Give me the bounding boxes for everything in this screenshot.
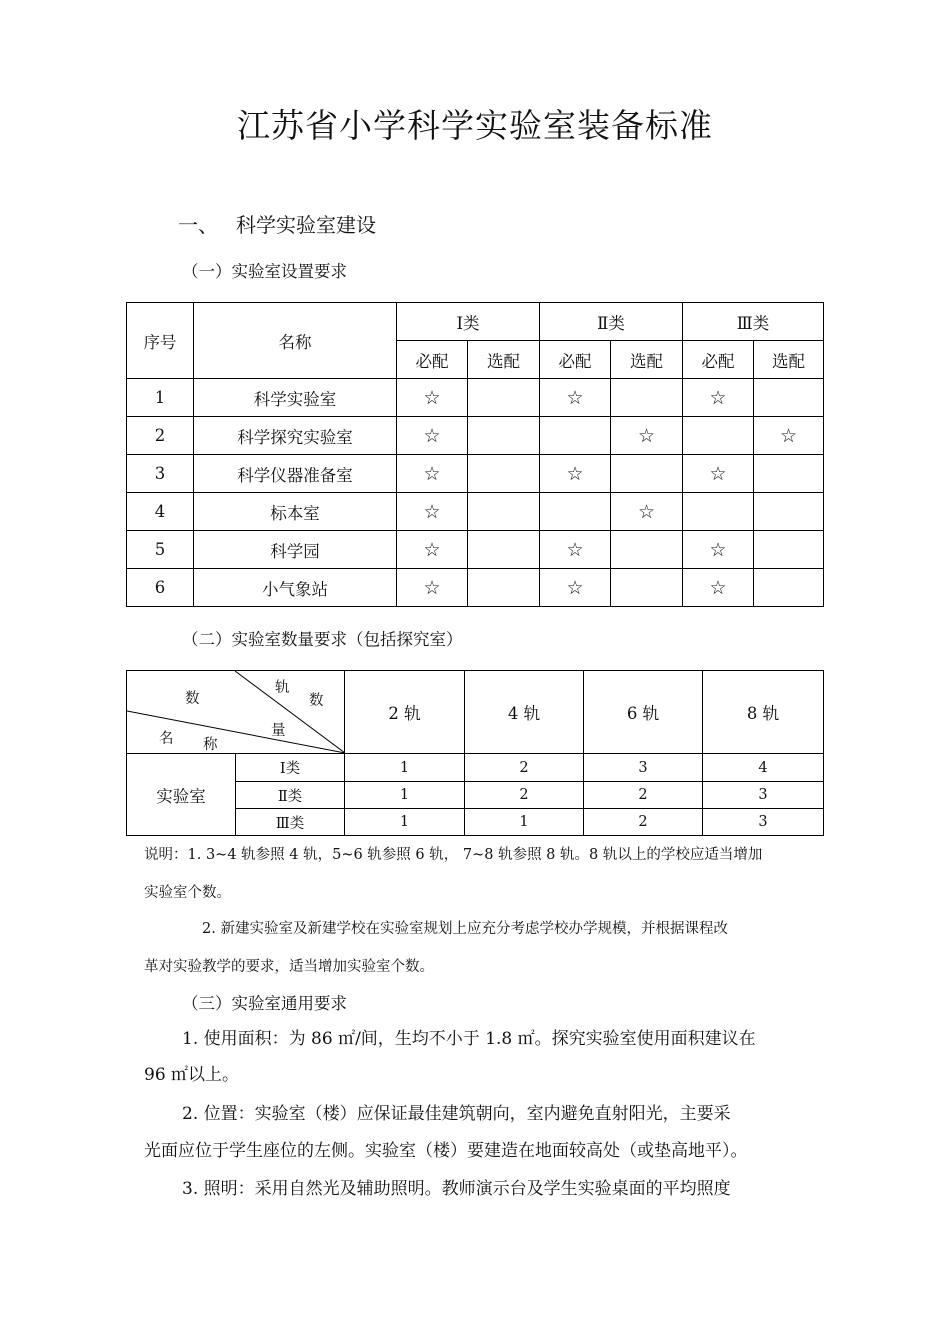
empty-cell [611, 455, 683, 493]
count-cell: 3 [703, 782, 824, 809]
note-1-line-1: 说明：1. 3~4 轨参照 4 轨，5~6 轨参照 6 轨， 7~8 轨参照 8 轨。8 轨以上的学校应适当增加 [144, 847, 763, 863]
count-cell: 2 [584, 809, 703, 836]
track-header: 4 轨 [465, 671, 584, 754]
star-mark: ☆ [683, 531, 754, 569]
track-header: 8 轨 [703, 671, 824, 754]
empty-cell [683, 417, 754, 455]
page-title: 江苏省小学科学实验室装备标准 [237, 106, 713, 145]
header-name: 名称 [194, 303, 397, 379]
row-class: Ⅲ类 [236, 809, 345, 836]
paragraph-1-line-2: 96 ㎡以上。 [144, 1065, 240, 1085]
row-seq: 5 [127, 531, 194, 569]
header-seq: 序号 [127, 303, 194, 379]
star-mark: ☆ [397, 417, 468, 455]
header-class-1: Ⅰ类 [397, 303, 540, 341]
header-required: 必配 [540, 341, 611, 379]
star-mark: ☆ [683, 569, 754, 607]
subsection-heading-1: （一）实验室设置要求 [182, 262, 347, 281]
row-name: 小气象站 [194, 569, 397, 607]
table-row [127, 493, 824, 531]
table-row [127, 569, 824, 607]
count-cell: 4 [703, 754, 824, 782]
header-optional: 选配 [754, 341, 824, 379]
table-row [127, 455, 824, 493]
star-mark: ☆ [397, 379, 468, 417]
paragraph-2-line-1: 2. 位置：实验室（楼）应保证最佳建筑朝向，室内避免直射阳光，主要采 [182, 1104, 731, 1124]
star-mark: ☆ [540, 569, 611, 607]
count-cell: 2 [465, 782, 584, 809]
star-mark: ☆ [754, 417, 824, 455]
count-cell: 2 [465, 754, 584, 782]
count-cell: 1 [465, 809, 584, 836]
count-cell: 1 [345, 782, 465, 809]
empty-cell [754, 455, 824, 493]
corner-label-liang: 量 [271, 723, 286, 739]
track-header: 6 轨 [584, 671, 703, 754]
empty-cell [468, 493, 540, 531]
empty-cell [611, 531, 683, 569]
star-mark: ☆ [683, 455, 754, 493]
empty-cell [540, 493, 611, 531]
paragraph-2-line-2: 光面应位于学生座位的左侧。实验室（楼）要建造在地面较高处（或垫高地平）。 [144, 1141, 748, 1161]
corner-label-gui: 轨 [275, 680, 290, 696]
row-class: Ⅱ类 [236, 782, 345, 809]
row-seq: 1 [127, 379, 194, 417]
empty-cell [540, 417, 611, 455]
lab-setup-table [126, 302, 824, 607]
star-mark: ☆ [397, 569, 468, 607]
row-name: 标本室 [194, 493, 397, 531]
note-2-line-2: 革对实验教学的要求，适当增加实验室个数。 [144, 959, 434, 975]
row-seq: 2 [127, 417, 194, 455]
track-header: 2 轨 [345, 671, 465, 754]
empty-cell [683, 493, 754, 531]
corner-label-ming: 名 [159, 731, 174, 747]
row-seq: 4 [127, 493, 194, 531]
row-seq: 6 [127, 569, 194, 607]
star-mark: ☆ [397, 455, 468, 493]
row-class: Ⅰ类 [236, 754, 345, 782]
row-name: 科学园 [194, 531, 397, 569]
row-seq: 3 [127, 455, 194, 493]
star-mark: ☆ [397, 531, 468, 569]
empty-cell [468, 531, 540, 569]
empty-cell [468, 417, 540, 455]
corner-label-shu2: 数 [309, 693, 324, 709]
table-row [127, 417, 824, 455]
corner-header [127, 671, 345, 754]
header-required: 必配 [683, 341, 754, 379]
star-mark: ☆ [611, 417, 683, 455]
paragraph-1-line-1: 1. 使用面积：为 86 ㎡/间，生均不小于 1.8 ㎡。探究实验室使用面积建议在 [182, 1029, 756, 1049]
count-cell: 3 [584, 754, 703, 782]
row-name: 科学探究实验室 [194, 417, 397, 455]
count-cell: 1 [345, 809, 465, 836]
corner-label-cheng: 称 [203, 737, 218, 753]
table-row [127, 754, 824, 782]
note-1-line-2: 实验室个数。 [144, 885, 231, 901]
star-mark: ☆ [397, 493, 468, 531]
header-class-3: Ⅲ类 [683, 303, 824, 341]
empty-cell [754, 569, 824, 607]
empty-cell [611, 379, 683, 417]
section-heading [178, 209, 376, 238]
header-required: 必配 [397, 341, 468, 379]
corner-label-shu: 数 [185, 691, 200, 707]
star-mark: ☆ [683, 379, 754, 417]
header-class-2: Ⅱ类 [540, 303, 683, 341]
count-cell: 2 [584, 782, 703, 809]
table-row [127, 379, 824, 417]
section-text: 科学实验室建设 [236, 213, 376, 237]
empty-cell [468, 569, 540, 607]
table-row [127, 531, 824, 569]
empty-cell [754, 493, 824, 531]
section-number: 一、 [178, 213, 218, 237]
star-mark: ☆ [540, 379, 611, 417]
empty-cell [754, 379, 824, 417]
row-label-lab: 实验室 [127, 754, 236, 836]
subsection-heading-2: （二）实验室数量要求（包括探究室） [182, 630, 463, 649]
empty-cell [754, 531, 824, 569]
row-name: 科学实验室 [194, 379, 397, 417]
star-mark: ☆ [540, 455, 611, 493]
note-2-line-1: 2. 新建实验室及新建学校在实验室规划上应充分考虑学校办学规模，并根据课程改 [202, 921, 728, 937]
empty-cell [468, 455, 540, 493]
row-name: 科学仪器准备室 [194, 455, 397, 493]
paragraph-3-line-1: 3. 照明：采用自然光及辅助照明。教师演示台及学生实验桌面的平均照度 [182, 1179, 731, 1199]
subsection-heading-3: （三）实验室通用要求 [182, 994, 347, 1013]
count-cell: 3 [703, 809, 824, 836]
empty-cell [468, 379, 540, 417]
star-mark: ☆ [540, 531, 611, 569]
lab-count-table [126, 670, 824, 836]
star-mark: ☆ [611, 493, 683, 531]
count-cell: 1 [345, 754, 465, 782]
header-optional: 选配 [468, 341, 540, 379]
header-optional: 选配 [611, 341, 683, 379]
empty-cell [611, 569, 683, 607]
